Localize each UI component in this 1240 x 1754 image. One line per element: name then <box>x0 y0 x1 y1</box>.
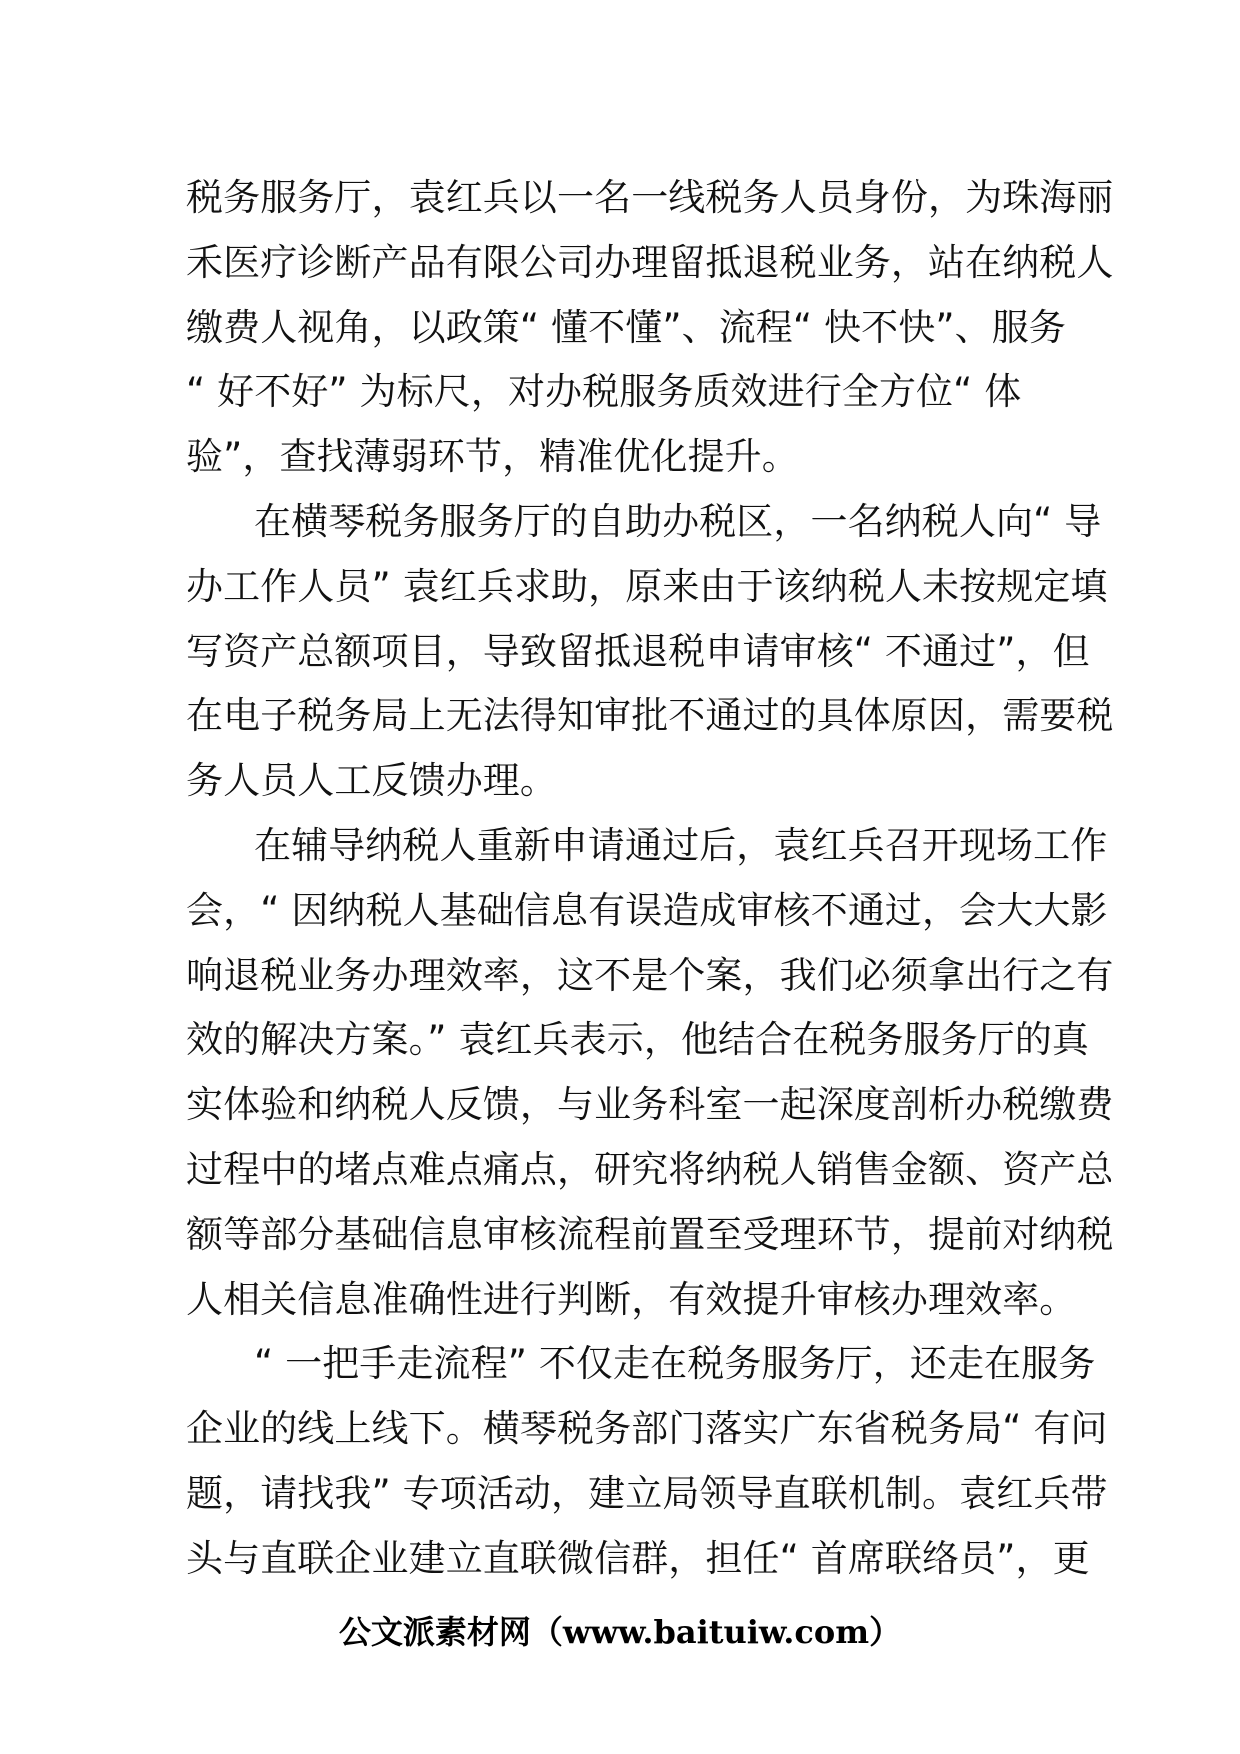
text-line: 禾医疗诊断产品有限公司办理留抵退税业务，站在纳税人 <box>186 240 1114 284</box>
paragraph-start-line: 在辅导纳税人重新申请通过后，袁红兵召开现场工作 <box>254 823 1108 867</box>
text-line: 过程中的堵点难点痛点，研究将纳税人销售金额、资产总 <box>186 1147 1114 1191</box>
text-line: 务人员人工反馈办理。 <box>186 759 557 803</box>
text-line: 头与直联企业建立直联微信群，担任“ 首席联络员”，更 <box>186 1536 1090 1580</box>
text-line: 办工作人员” 袁红兵求助，原来由于该纳税人未按规定填 <box>186 564 1108 608</box>
text-line: 在电子税务局上无法得知审批不通过的具体原因，需要税 <box>186 694 1114 738</box>
text-line: “ 好不好” 为标尺，对办税服务质效进行全方位“ 体 <box>186 370 1022 414</box>
body-text <box>186 166 1114 1592</box>
text-line: 响退税业务办理效率，这不是个案，我们必须拿出行之有 <box>186 953 1114 997</box>
text-line: 写资产总额项目，导致留抵退税申请审核“ 不通过”，但 <box>186 629 1090 673</box>
text-line: 企业的线上线下。横琴税务部门落实广东省税务局“ 有问 <box>186 1407 1108 1451</box>
text-line: 人相关信息准确性进行判断，有效提升审核办理效率。 <box>186 1277 1077 1321</box>
paragraph-start-line: “ 一把手走流程” 不仅走在税务服务厅，还走在服务 <box>254 1342 1096 1386</box>
footer-watermark: 公文派素材网（www.baituiw.com） <box>338 1613 902 1651</box>
text-line: 实体验和纳税人反馈，与业务科室一起深度剖析办税缴费 <box>186 1083 1114 1127</box>
text-line: 税务服务厅，袁红兵以一名一线税务人员身份，为珠海丽 <box>186 176 1114 219</box>
paragraph-start-line: 在横琴税务服务厅的自助办税区，一名纳税人向“ 导 <box>254 499 1102 543</box>
text-line: 缴费人视角，以政策“ 懂不懂”、流程“ 快不快”、服务 <box>186 305 1066 349</box>
text-line: 题，请找我” 专项活动，建立局领导直联机制。袁红兵带 <box>186 1471 1108 1515</box>
text-line: 会，“ 因纳税人基础信息有误造成审核不通过，会大大影 <box>186 888 1108 932</box>
text-line: 额等部分基础信息审核流程前置至受理环节，提前对纳税 <box>186 1212 1114 1256</box>
text-line: 验”，查找薄弱环节，精准优化提升。 <box>186 435 799 479</box>
text-line: 效的解决方案。” 袁红兵表示，他结合在税务服务厅的真 <box>186 1018 1090 1062</box>
